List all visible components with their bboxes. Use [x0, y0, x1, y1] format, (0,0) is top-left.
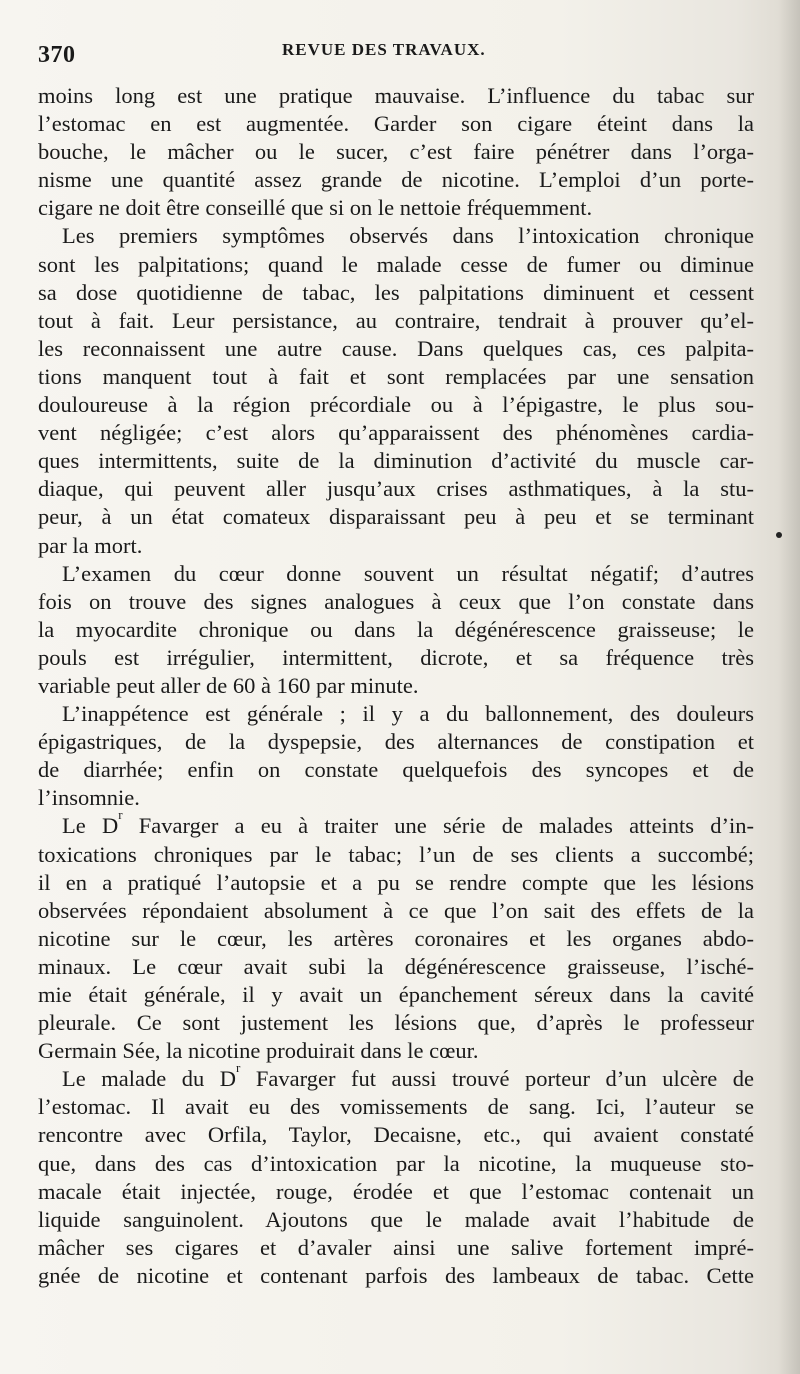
text-line: toxications chroniques par le tabac; l’un de ses clients a succombé;: [38, 841, 754, 867]
margin-mark: [776, 532, 782, 538]
text-line: L’examen du cœur donne souvent un résultat négatif; d’autres: [62, 560, 754, 586]
text-line: les reconnaissent une autre cause. Dans quelques cas, ces palpita-: [38, 335, 754, 361]
page-number: 370: [38, 42, 76, 68]
text-line: l’estomac en est augmentée. Garder son cigare éteint dans la: [38, 111, 754, 137]
text-line: l’estomac. Il avait eu des vomissements de sang. Ici, l’auteur se: [38, 1094, 754, 1120]
text-line: gnée de nicotine et contenant parfois des lambeaux de tabac. Cette: [38, 1262, 754, 1288]
text-line: mâcher ses cigares et d’avaler ainsi une salive fortement impré-: [38, 1234, 754, 1260]
text-line: mie était générale, il y avait un épanchement séreux dans la cavité: [38, 982, 754, 1007]
text-line: Le malade du $D^r$ Favarger fut aussi trouvé porteur d’un ulcère de: [62, 1059, 754, 1092]
text-line: douloureuse à la région précordiale ou à l’épigastre, le plus sou-: [38, 392, 754, 418]
text-line: liquide sanguinolent. Ajoutons que le malade avait l’habitude de: [38, 1206, 754, 1232]
text-line: minaux. Le cœur avait subi la dégénérescence graisseuse, l’isché-: [38, 953, 754, 979]
text-line: la myocardite chronique ou dans la dégénérescence graisseuse; le: [38, 616, 754, 642]
text-line: fois on trouve des signes analogues à ceux que l’on constate dans: [38, 588, 754, 614]
text-line: Germain Sée, la nicotine produirait dans le cœur.: [38, 1038, 479, 1064]
text-line: diaque, qui peuvent aller jusqu’aux crises asthmatiques, à la stu-: [38, 476, 754, 502]
text-line: rencontre avec Orfila, Taylor, Decaisne, etc., qui avaient constaté: [38, 1122, 754, 1148]
text-line: bouche, le mâcher ou le sucer, c’est faire pénétrer dans l’orga-: [38, 139, 754, 165]
text-line: macale était injectée, rouge, érodée et que l’estomac contenait un: [38, 1178, 754, 1204]
superscript: r: [236, 1059, 241, 1075]
text-line: par la mort.: [38, 532, 143, 558]
text-line: pleurale. Ce sont justement les lésions que, d’après le professeur: [38, 1010, 754, 1036]
text-line: nicotine sur le cœur, les artères coronaires et les organes abdo-: [38, 925, 754, 951]
text-line: moins long est une pratique mauvaise. L’influence du tabac sur: [38, 83, 754, 108]
text-line: L’inappétence est générale ; il y a du ballonnement, des douleurs: [62, 701, 754, 727]
text-line: que, dans des cas d’intoxication par la nicotine, la muqueuse sto-: [38, 1150, 754, 1176]
text-line: de diarrhée; enfin on constate quelquefois des syncopes et de: [38, 757, 754, 783]
text-line: peur, à un état comateux disparaissant peu à peu et se terminant: [38, 504, 754, 530]
text-line: épigastriques, de la dyspepsie, des alternances de constipation et: [38, 729, 754, 755]
text-line: il en a pratiqué l’autopsie et a pu se rendre compte que les lésions: [38, 869, 754, 895]
text-line: sont les palpitations; quand le malade cesse de fumer ou diminue: [38, 251, 754, 277]
body-text: [38, 82, 754, 1290]
text-line: ques intermittents, suite de la diminution d’activité du muscle car-: [38, 448, 754, 474]
text-line: tions manquent tout à fait et sont remplacées par une sensation: [38, 363, 754, 389]
page-gutter-shadow: [778, 0, 800, 1374]
running-title: REVUE DES TRAVAUX.: [282, 40, 486, 59]
text-line: pouls est irrégulier, intermittent, dicrote, et sa fréquence très: [38, 644, 754, 670]
text-line: nisme une quantité assez grande de nicotine. L’emploi d’un porte-: [38, 167, 754, 193]
text-line: sa dose quotidienne de tabac, les palpitations diminuent et cessent: [38, 279, 754, 305]
page-header: [38, 36, 758, 76]
text-line: l’insomnie.: [38, 785, 140, 811]
superscript: r: [118, 806, 123, 822]
text-line: vent négligée; c’est alors qu’apparaissent des phénomènes cardia-: [38, 420, 754, 446]
text-line: Le $D^r$ Favarger a eu à traiter une série de malades atteints d’in-: [62, 806, 755, 839]
text-line: Les premiers symptômes observés dans l’intoxication chronique: [62, 223, 754, 249]
text-line: observées répondaient absolument à ce que l’on sait des effets de la: [38, 897, 754, 923]
text-line: variable peut aller de 60 à 160 par minute.: [38, 672, 419, 698]
text-line: cigare ne doit être conseillé que si on le nettoie fréquemment.: [38, 195, 593, 221]
text-line: tout à fait. Leur persistance, au contraire, tendrait à prouver qu’el-: [38, 307, 754, 333]
